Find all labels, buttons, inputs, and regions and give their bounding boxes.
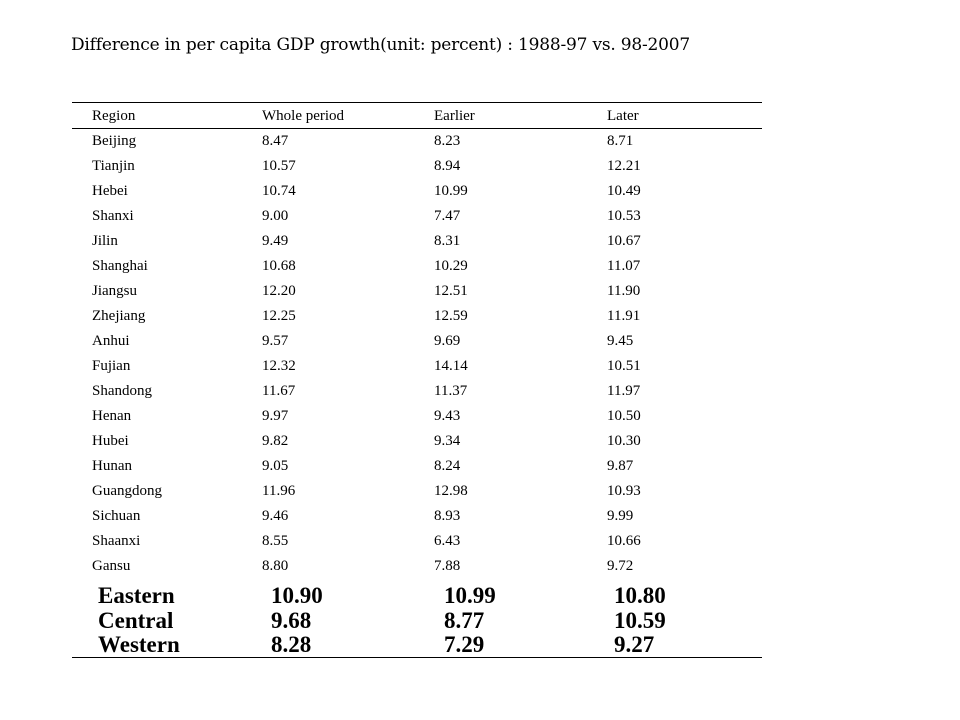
- table-row: [72, 555, 762, 580]
- table-row: [72, 155, 762, 180]
- cell-region: Hunan: [92, 458, 132, 474]
- cell-earlier: 11.37: [434, 383, 468, 399]
- cell-region: Guangdong: [92, 483, 162, 499]
- cell-whole-period: 12.20: [262, 283, 296, 299]
- cell-later: 12.21: [607, 158, 641, 174]
- cell-whole-period: 9.00: [262, 208, 289, 224]
- table-header-row: [72, 103, 762, 129]
- cell-region: Shaanxi: [92, 533, 141, 549]
- table-row: [72, 380, 762, 405]
- table-row: [72, 305, 762, 330]
- table-row: [72, 405, 762, 430]
- cell-region: Shandong: [92, 383, 152, 399]
- cell-whole-period: 10.74: [262, 183, 296, 199]
- summary-earlier: 7.29: [444, 632, 485, 657]
- cell-later: 10.53: [607, 208, 641, 224]
- cell-later: 10.66: [607, 533, 641, 549]
- cell-earlier: 10.29: [434, 258, 468, 274]
- cell-region: Gansu: [92, 558, 131, 574]
- header-later: Later: [607, 108, 639, 124]
- cell-region: Zhejiang: [92, 308, 146, 324]
- summary-whole-period: 10.90: [271, 583, 323, 608]
- cell-earlier: 8.24: [434, 458, 461, 474]
- cell-earlier: 12.59: [434, 308, 468, 324]
- cell-later: 10.30: [607, 433, 641, 449]
- cell-whole-period: 11.67: [262, 383, 296, 399]
- cell-whole-period: 9.49: [262, 233, 289, 249]
- cell-later: 10.49: [607, 183, 641, 199]
- cell-whole-period: 9.82: [262, 433, 289, 449]
- cell-whole-period: 9.97: [262, 408, 289, 424]
- cell-later: 11.97: [607, 383, 641, 399]
- cell-earlier: 8.94: [434, 158, 461, 174]
- cell-region: Henan: [92, 408, 132, 424]
- cell-region: Sichuan: [92, 508, 141, 524]
- summary-region: Central: [98, 607, 174, 633]
- summary-later: 10.80: [614, 583, 666, 608]
- table-row: [72, 280, 762, 305]
- table-row: [72, 505, 762, 530]
- cell-whole-period: 8.47: [262, 133, 289, 149]
- cell-later: 9.99: [607, 508, 634, 524]
- cell-whole-period: 9.46: [262, 508, 289, 524]
- cell-whole-period: 8.80: [262, 558, 289, 574]
- cell-earlier: 9.34: [434, 433, 461, 449]
- cell-later: 11.07: [607, 258, 641, 274]
- cell-later: 10.67: [607, 233, 641, 249]
- cell-earlier: 9.43: [434, 408, 461, 424]
- cell-earlier: 12.98: [434, 483, 468, 499]
- summary-row: [72, 633, 762, 659]
- summary-whole-period: 9.68: [271, 607, 312, 633]
- cell-whole-period: 12.32: [262, 358, 296, 374]
- cell-whole-period: 9.05: [262, 458, 289, 474]
- cell-region: Jilin: [92, 233, 118, 249]
- table-row: [72, 330, 762, 355]
- cell-whole-period: 12.25: [262, 308, 296, 324]
- cell-region: Shanxi: [92, 208, 134, 224]
- table-row: [72, 455, 762, 480]
- table-row: [72, 530, 762, 555]
- cell-earlier: 8.31: [434, 233, 461, 249]
- header-earlier: Earlier: [434, 108, 475, 124]
- cell-later: 10.50: [607, 408, 641, 424]
- cell-earlier: 7.47: [434, 208, 461, 224]
- summary-later: 10.59: [614, 607, 666, 633]
- cell-region: Fujian: [92, 358, 131, 374]
- cell-whole-period: 8.55: [262, 533, 289, 549]
- table-row: [72, 130, 762, 155]
- cell-later: 9.72: [607, 558, 634, 574]
- cell-earlier: 8.23: [434, 133, 461, 149]
- table-row: [72, 480, 762, 505]
- summary-region: Western: [98, 632, 180, 657]
- cell-later: 9.87: [607, 458, 634, 474]
- cell-later: 11.90: [607, 283, 641, 299]
- summary-whole-period: 8.28: [271, 632, 312, 657]
- table-row: [72, 230, 762, 255]
- cell-region: Tianjin: [92, 158, 135, 174]
- table-row: [72, 205, 762, 230]
- table-row: [72, 255, 762, 280]
- cell-earlier: 12.51: [434, 283, 468, 299]
- summary-row: [72, 584, 762, 610]
- summary-earlier: 8.77: [444, 607, 485, 633]
- table-row: [72, 355, 762, 380]
- cell-earlier: 9.69: [434, 333, 461, 349]
- cell-earlier: 10.99: [434, 183, 468, 199]
- cell-earlier: 8.93: [434, 508, 461, 524]
- table-row: [72, 180, 762, 205]
- cell-whole-period: 11.96: [262, 483, 296, 499]
- gdp-growth-table: [72, 102, 762, 658]
- cell-earlier: 6.43: [434, 533, 461, 549]
- cell-whole-period: 10.68: [262, 258, 296, 274]
- cell-region: Anhui: [92, 333, 130, 349]
- cell-later: 10.51: [607, 358, 641, 374]
- summary-later: 9.27: [614, 632, 655, 657]
- summary-region: Eastern: [98, 583, 175, 608]
- cell-earlier: 7.88: [434, 558, 461, 574]
- cell-whole-period: 9.57: [262, 333, 289, 349]
- cell-later: 8.71: [607, 133, 634, 149]
- summary-row: [72, 609, 762, 635]
- header-region: Region: [92, 108, 136, 124]
- cell-whole-period: 10.57: [262, 158, 296, 174]
- cell-region: Hubei: [92, 433, 129, 449]
- cell-region: Hebei: [92, 183, 128, 199]
- header-whole-period: Whole period: [262, 108, 345, 124]
- cell-later: 11.91: [607, 308, 641, 324]
- table-row: [72, 430, 762, 455]
- cell-region: Jiangsu: [92, 283, 137, 299]
- cell-region: Shanghai: [92, 258, 148, 274]
- cell-region: Beijing: [92, 133, 137, 149]
- summary-earlier: 10.99: [444, 583, 496, 608]
- cell-earlier: 14.14: [434, 358, 468, 374]
- page-title: Difference in per capita GDP growth(unit: percent) : 1988-97 vs. 98-2007: [71, 35, 691, 55]
- cell-later: 9.45: [607, 333, 634, 349]
- cell-later: 10.93: [607, 483, 641, 499]
